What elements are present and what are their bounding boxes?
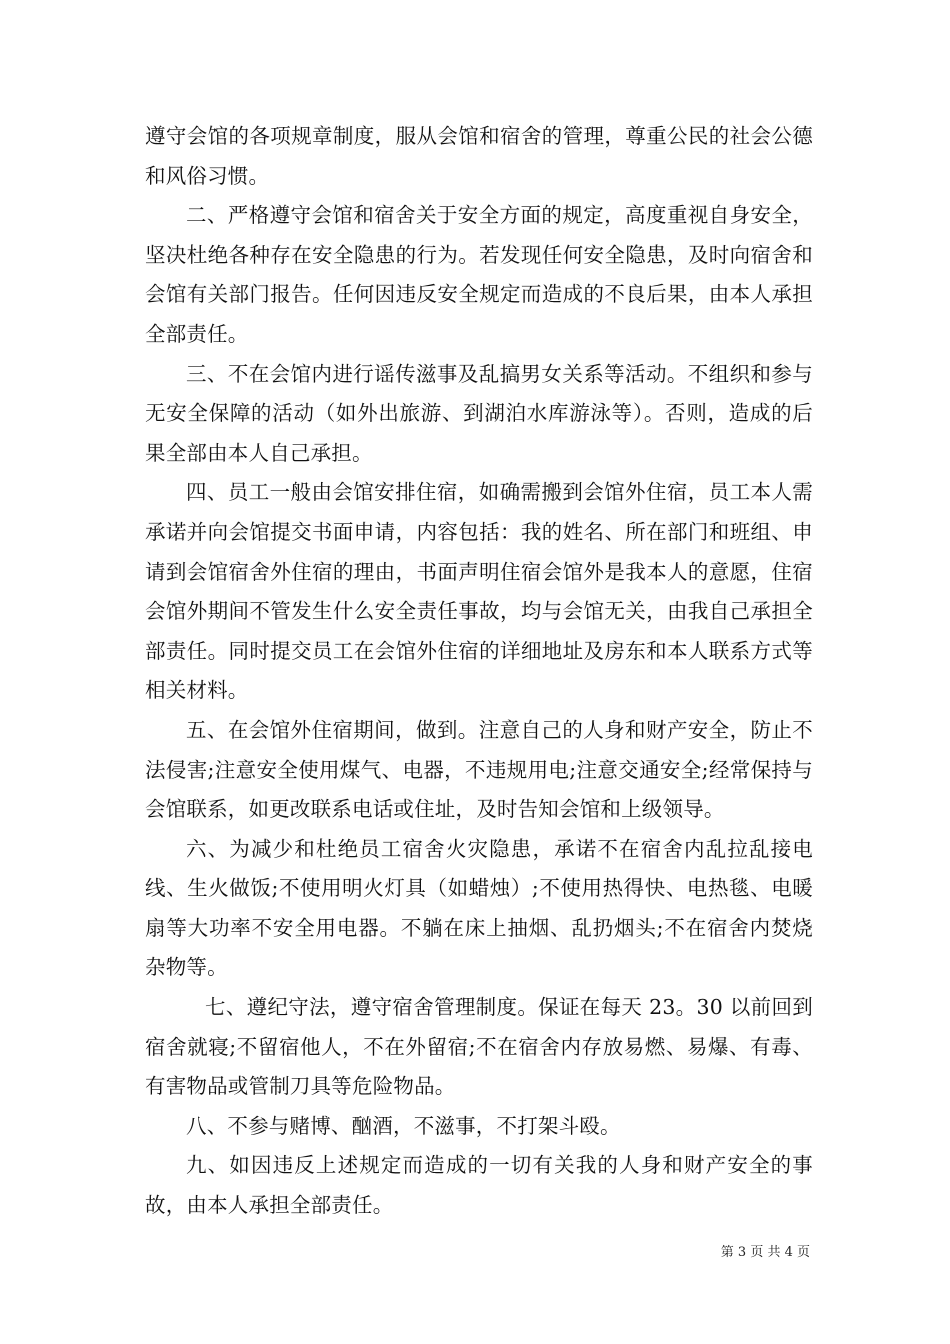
paragraph-clause-7: 七、遵纪守法，遵守宿舍管理制度。保证在每天 23。30 以前回到宿舍就寝;不留宿他人，不在外留宿;不在宿舍内存放易燃、易爆、有毒、有害物品或管制刀具等危险物品。 xyxy=(145,995,813,1099)
paragraph-continuation: 遵守会馆的各项规章制度，服从会馆和宿舍的管理，尊重公民的社会公德和风俗习惯。 xyxy=(145,124,813,188)
page-number-footer: 第 3 页 共 4 页 xyxy=(720,1245,810,1260)
paragraph-clause-6: 六、为减少和杜绝员工宿舍火灾隐患，承诺不在宿舍内乱拉乱接电线、生火做饭;不使用明火灯具（如蜡烛）;不使用热得快、电热毯、电暖扇等大功率不安全用电器。不躺在床上抽烟、乱扔烟头;不在宿舍内焚烧杂物等。 xyxy=(145,836,813,980)
paragraph-clause-4: 四、员工一般由会馆安排住宿，如确需搬到会馆外住宿，员工本人需承诺并向会馆提交书面申请，内容包括：我的姓名、所在部门和班组、申请到会馆宿舍外住宿的理由，书面声明住宿会馆外是我本人的意愿，住宿会馆外期间不管发生什么安全责任事故，均与会馆无关，由我自己承担全部责任。同时提交员工在会馆外住宿的详细地址及房东和本人联系方式等相关材料。 xyxy=(145,480,813,703)
paragraph-clause-9: 九、如因违反上述规定而造成的一切有关我的人身和财产安全的事故，由本人承担全部责任。 xyxy=(145,1153,813,1218)
document-body xyxy=(145,117,813,1226)
paragraph-clause-8: 八、不参与赌博、酗酒，不滋事，不打架斗殴。 xyxy=(186,1113,621,1138)
paragraph-clause-3: 三、不在会馆内进行谣传滋事及乱搞男女关系等活动。不组织和参与无安全保障的活动（如外出旅游、到湖泊水库游泳等）。否则，造成的后果全部由本人自己承担。 xyxy=(145,361,813,465)
paragraph-clause-2: 二、严格遵守会馆和宿舍关于安全方面的规定，高度重视自身安全，坚决杜绝各种存在安全隐患的行为。若发现任何安全隐患，及时向宿舍和会馆有关部门报告。任何因违反安全规定而造成的不良后果，由本人承担全部责任。 xyxy=(145,203,813,346)
paragraph-clause-5: 五、在会馆外住宿期间，做到。注意自己的人身和财产安全，防止不法侵害;注意安全使用煤气、电器，不违规用电;注意交通安全;经常保持与会馆联系，如更改联系电话或住址，及时告知会馆和上级领导。 xyxy=(145,717,813,822)
